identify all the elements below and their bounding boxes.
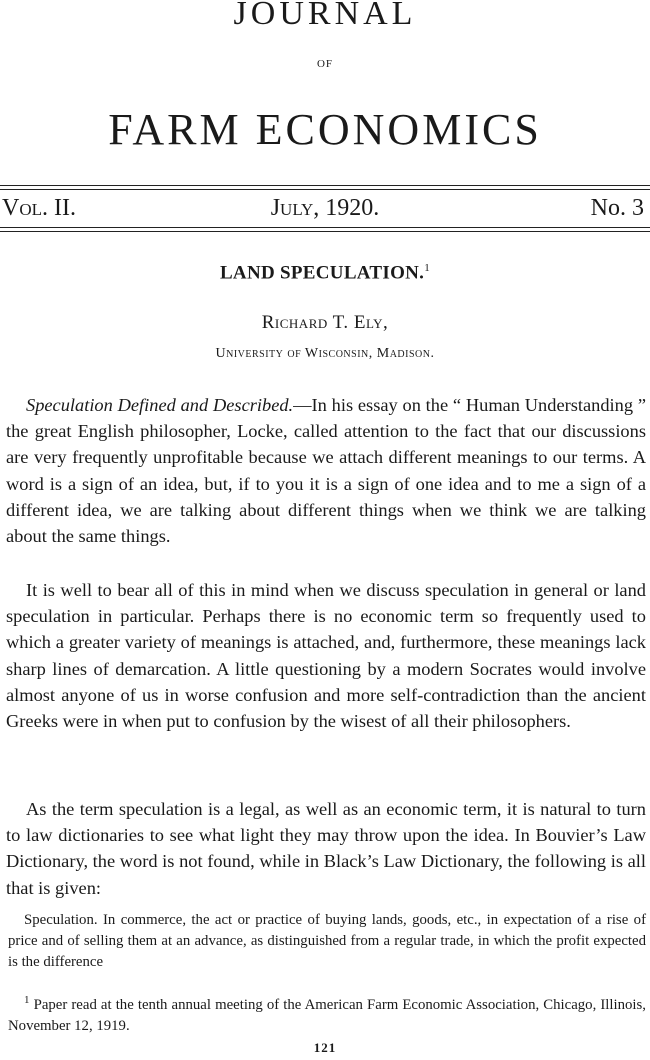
paragraph-2: It is well to bear all of this in mind when we discuss speculation in general or land speculation in particular. Perhaps there is no economic term so frequently used to which a greater variety of meanings is attached, and, furthermore, these meanings lack sharp lines of demarcation. A little questioning by a modern Socrates would involve almost anyone of us in worse confusion and more self-contradiction than the ancient Greeks were in when put to confusion by the wisest of all their philosophers.: [6, 580, 646, 732]
issue-number: No. 3: [590, 195, 644, 221]
header-rule-top-inner: [0, 189, 650, 190]
footnote: [8, 990, 646, 1036]
section-heading-inline: Speculation Defined and Described.: [26, 395, 294, 415]
issue-volume: Vol. II.: [2, 195, 76, 221]
footnote-marker: 1: [24, 994, 30, 1006]
journal-title-line: JOURNAL: [233, 0, 417, 32]
footnote-reference: 1: [424, 262, 431, 274]
issue-info-row: [0, 194, 650, 222]
block-quote-definition: Speculation. In commerce, the act or practice of buying lands, goods, etc., in expectation of a rise of price and of selling them at an advance, as distinguished from a regular trade, in which the profit expected is the difference: [8, 912, 646, 970]
journal-title-connector: OF: [316, 58, 334, 70]
paragraph-3: As the term speculation is a legal, as well as an economic term, it is natural to turn to law dictionaries to see what light they may throw upon the idea. In Bouvier’s Law Dictionary, the word is not found, while in Black’s Law Dictionary, the following is all that is given:: [6, 799, 646, 898]
author-affiliation: University of Wisconsin, Madison.: [215, 346, 435, 361]
issue-date: July, 1920.: [270, 195, 380, 221]
footnote-text: Paper read at the tenth annual meeting of the American Farm Economic Association, Chicago, Illinois, November 12, 1919.: [8, 996, 646, 1034]
header-rule-bottom: [0, 227, 650, 228]
author-name: Richard T. Ely,: [261, 312, 389, 333]
paragraph-1: [6, 392, 646, 549]
article-title: [0, 262, 650, 284]
header-rule-bottom-inner: [0, 231, 650, 232]
article-title-text: LAND SPECULATION.: [219, 262, 425, 284]
paragraph-1-text: —In his essay on the “ Human Understanding ” the great English philosopher, Locke, called attention to the fact that our discussions are very frequently unprofitable because we attach different meanings to our terms. A word is a sign of an idea, but, if to you it is a sign of one idea and to me a sign of a different idea, we are talking about different things when we think we are talking about the same things.: [6, 395, 646, 547]
page-number: 121: [313, 1040, 337, 1055]
journal-title-main: FARM ECONOMICS: [108, 105, 542, 154]
header-rule-top: [0, 185, 650, 186]
